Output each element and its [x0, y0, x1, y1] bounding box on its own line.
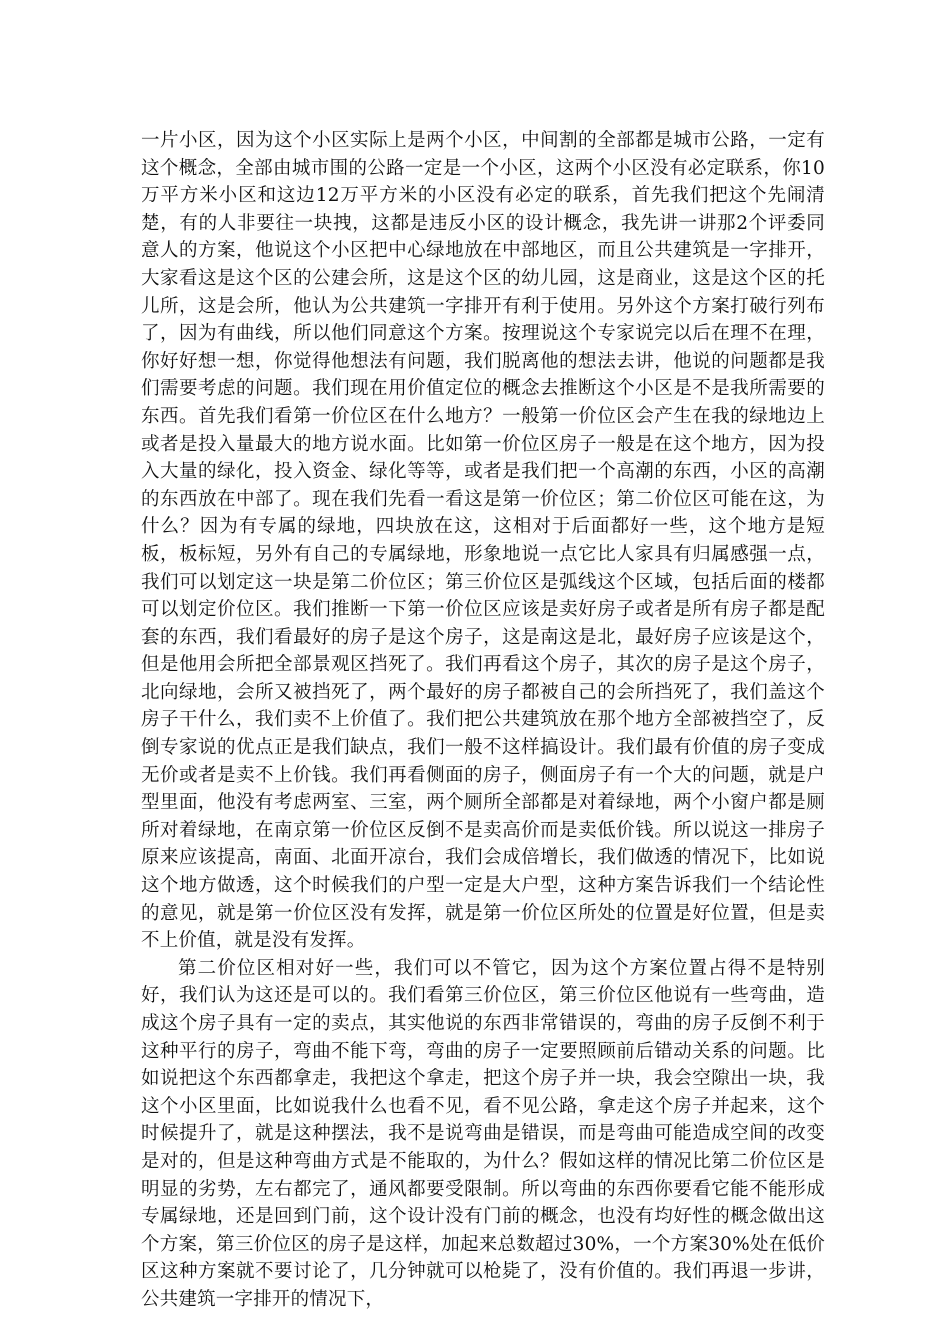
- document-body: [141, 127, 825, 1314]
- paragraph-2: 第二价位区相对好一些，我们可以不管它，因为这个方案位置占得不是特别好，我们认为这还是可以的。我们看第三价位区，第三价位区他说有一些弯曲，造成这个房子具有一定的卖点，其实他说的东西非常错误的，弯曲的房子反倒不利于这种平行的房子，弯曲不能下弯，弯曲的房子一定要照顾前后错动关系的问题。比如说把这个东西都拿走，我把这个拿走，把这个房子并一块，我会空隙出一块，我这个小区里面，比如说我什么也看不见，看不见公路，拿走这个房子并起来，这个时候提升了，就是这种摆法，我不是说弯曲是错误，而是弯曲可能造成空间的改变是对的，但是这种弯曲方式是不能取的，为什么？假如这样的情况比第二价位区是明显的劣势，左右都完了，通风都要受限制。所以弯曲的东西你要看它能不能形成专属绿地，还是回到门前，这个设计没有门前的概念，也没有均好性的概念做出这个方案，第三价位区的房子是这样，加起来总数超过30%，一个方案30%处在低价区这种方案就不要讨论了，几分钟就可以枪毙了，没有价值的。我们再退一步讲，公共建筑一字排开的情况下，: [141, 957, 825, 1310]
- paragraph-1: 一片小区，因为这个小区实际上是两个小区，中间割的全部都是城市公路，一定有这个概念，全部由城市围的公路一定是一个小区，这两个小区没有必定联系，你10万平方米小区和这边12万平方米的小区没有必定的联系，首先我们把这个先闹清楚，有的人非要往一块拽，这都是违反小区的设计概念，我先讲一讲那2个评委同意人的方案，他说这个小区把中心绿地放在中部地区，而且公共建筑是一字排开，大家看这是这个区的公建会所，这是这个区的幼儿园，这是商业，这是这个区的托儿所，这是会所，他认为公共建筑一字排开有利于使用。另外这个方案打破行列布了，因为有曲线，所以他们同意这个方案。按理说这个专家说完以后在理不在理，你好好想一想，你觉得他想法有问题，我们脱离他的想法去讲，他说的问题都是我们需要考虑的问题。我们现在用价值定位的概念去推断这个小区是不是我所需要的东西。首先我们看第一价位区在什么地方？一般第一价位区会产生在我的绿地边上或者是投入量最大的地方说水面。比如第一价位区房子一般是在这个地方，因为投入大量的绿化，投入资金、绿化等等，或者是我们把一个高潮的东西，小区的高潮的东西放在中部了。现在我们先看一看这是第一价位区；第二价位区可能在这，为什么？因为有专属的绿地，四块放在这，这相对于后面都好一些，这个地方是短板，板标短，另外有自己的专属绿地，形象地说一点它比人家具有归属感强一点，我们可以划定这一块是第二价位区；第三价位区是弧线这个区域，包括后面的楼都可以划定价位区。我们推断一下第一价位区应该是卖好房子或者是所有房子都是配套的东西，我们看最好的房子是这个房子，这是南这是北，最好房子应该是这个，但是他用会所把全部景观区挡死了。我们再看这个房子，其次的房子是这个房子，北向绿地，会所又被挡死了，两个最好的房子都被自己的会所挡死了，我们盖这个房子干什么，我们卖不上价值了。我们把公共建筑放在那个地方全部被挡空了，反倒专家说的优点正是我们缺点，我们一般不这样搞设计。我们最有价值的房子变成无价或者是卖不上价钱。我们再看侧面的房子，侧面房子有一个大的问题，就是户型里面，他没有考虑两室、三室，两个厕所全部都是对着绿地，两个小窗户都是厕所对着绿地，在南京第一价位区反倒不是卖高价而是卖低价钱。所以说这一排房子原来应该提高，南面、北面开凉台，我们会成倍增长，我们做透的情况下，比如说这个地方做透，这个时候我们的户型一定是大户型，这种方案告诉我们一个结论性的意见，就是第一价位区没有发挥，就是第一价位区所处的位置是好位置，但是卖不上价值，就是没有发挥。: [141, 130, 825, 952]
